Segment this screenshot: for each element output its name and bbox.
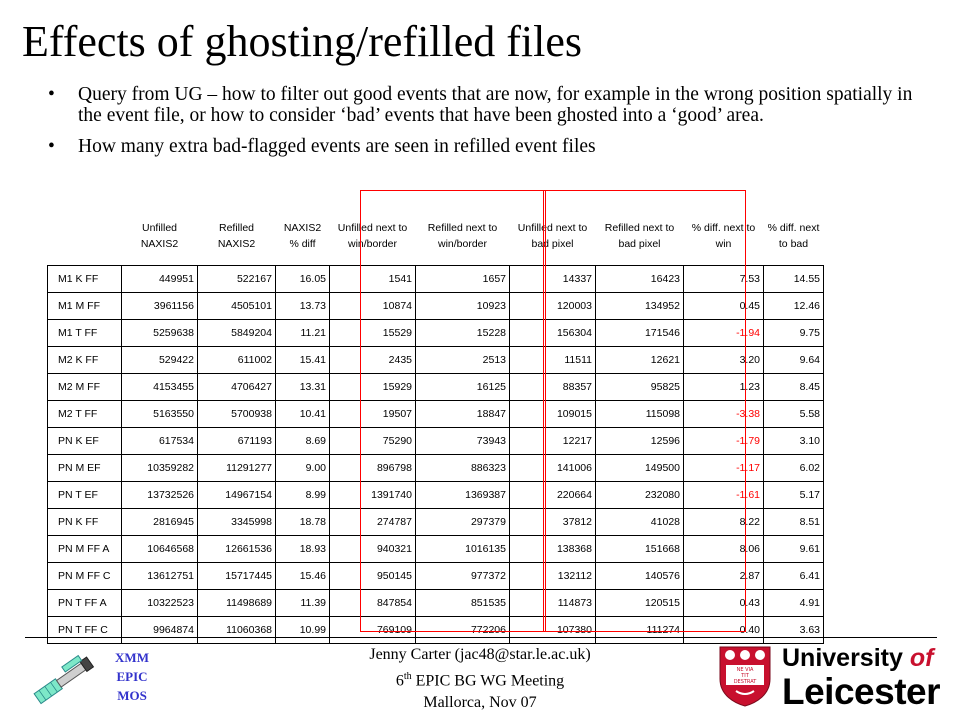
table-cell: 12217 xyxy=(510,428,596,455)
footer-meeting xyxy=(300,666,660,692)
table-cell: 120515 xyxy=(596,590,684,617)
column-header: NAXIS2 % diff xyxy=(283,222,322,250)
table-cell: 95825 xyxy=(596,374,684,401)
table-cell: 37812 xyxy=(510,509,596,536)
table-cell: 3961156 xyxy=(122,293,198,320)
table-cell: 10.41 xyxy=(276,401,330,428)
table-cell: 2816945 xyxy=(122,509,198,536)
table-cell: 14.55 xyxy=(764,266,824,293)
table-cell: 11498689 xyxy=(198,590,276,617)
table-cell: 220664 xyxy=(510,482,596,509)
table-cell: 1541 xyxy=(330,266,416,293)
table-cell: 1369387 xyxy=(416,482,510,509)
table-cell: 10646568 xyxy=(122,536,198,563)
row-label-cell: PN T FF C xyxy=(48,617,122,644)
table-cell: 9.64 xyxy=(764,347,824,374)
table-cell: 13732526 xyxy=(122,482,198,509)
university-logo-line2: Leicester xyxy=(782,671,940,712)
bullet-marker: • xyxy=(48,136,55,157)
table-cell: 15.41 xyxy=(276,347,330,374)
column-header: Refilled next to bad pixel xyxy=(604,222,675,250)
table-cell: 15228 xyxy=(416,320,510,347)
table-cell: 114873 xyxy=(510,590,596,617)
row-label-cell: M2 T FF xyxy=(48,401,122,428)
table-cell: 950145 xyxy=(330,563,416,590)
meeting-name: EPIC BG WG Meeting xyxy=(411,672,565,690)
table-cell: 274787 xyxy=(330,509,416,536)
svg-text:NE VIA: NE VIA xyxy=(736,667,754,673)
table-cell: 529422 xyxy=(122,347,198,374)
table-cell: 13612751 xyxy=(122,563,198,590)
table-cell: 449951 xyxy=(122,266,198,293)
highlight-box-bad-pixel xyxy=(543,190,746,632)
table-cell: 3.10 xyxy=(764,428,824,455)
university-word: University xyxy=(782,644,903,672)
table-cell: 2.87 xyxy=(684,563,764,590)
table-cell: 12596 xyxy=(596,428,684,455)
table-cell: -1.61 xyxy=(684,482,764,509)
table-cell: 8.45 xyxy=(764,374,824,401)
table-cell: 88357 xyxy=(510,374,596,401)
table-cell: 171546 xyxy=(596,320,684,347)
table-cell: 75290 xyxy=(330,428,416,455)
table-cell: 11291277 xyxy=(198,455,276,482)
table-cell: 8.51 xyxy=(764,509,824,536)
table-cell: 8.06 xyxy=(684,536,764,563)
xmm-line: EPIC xyxy=(116,669,148,684)
table-cell: 4706427 xyxy=(198,374,276,401)
column-header: Unfilled NAXIS2 xyxy=(140,222,179,250)
table-cell: 140576 xyxy=(596,563,684,590)
table-cell: 138368 xyxy=(510,536,596,563)
page-title: Effects of ghosting/refilled files xyxy=(22,17,583,66)
table-cell: 4153455 xyxy=(122,374,198,401)
column-header: Unfilled next to bad pixel xyxy=(517,222,588,250)
table-cell: 41028 xyxy=(596,509,684,536)
table-cell: 73943 xyxy=(416,428,510,455)
table-cell: 11.21 xyxy=(276,320,330,347)
table-cell: 15717445 xyxy=(198,563,276,590)
bullet-text: Query from UG – how to filter out good events that are now, for example in the wrong position spatially in the event file, or how to consider ‘bad’ events that have been ghosted into a ‘good’ area. xyxy=(78,84,913,126)
row-label-cell: M1 K FF xyxy=(48,266,122,293)
column-header: Unfilled next to win/border xyxy=(337,222,408,250)
table-cell: 5849204 xyxy=(198,320,276,347)
table-cell: 14967154 xyxy=(198,482,276,509)
table-cell: 2435 xyxy=(330,347,416,374)
table-cell: 19507 xyxy=(330,401,416,428)
table-cell: 0.45 xyxy=(684,293,764,320)
xmm-epic-mos-label xyxy=(110,648,154,705)
table-cell: 12.46 xyxy=(764,293,824,320)
table-cell: 107380 xyxy=(510,617,596,644)
bullet-item xyxy=(48,136,928,157)
row-label-cell: PN T FF A xyxy=(48,590,122,617)
university-crest-icon xyxy=(718,645,772,707)
column-header: % diff. next to bad xyxy=(767,222,820,250)
table-cell: 134952 xyxy=(596,293,684,320)
of-word: of xyxy=(909,644,934,672)
table-cell: 886323 xyxy=(416,455,510,482)
table-cell: 0.40 xyxy=(684,617,764,644)
table-cell: 9.61 xyxy=(764,536,824,563)
xmm-line: MOS xyxy=(117,688,147,703)
table-cell: 3345998 xyxy=(198,509,276,536)
table-cell: 851535 xyxy=(416,590,510,617)
table-cell: 671193 xyxy=(198,428,276,455)
table-cell: 10923 xyxy=(416,293,510,320)
column-header xyxy=(48,207,122,266)
table-cell: 12661536 xyxy=(198,536,276,563)
table-cell: 15529 xyxy=(330,320,416,347)
row-label-cell: PN M FF C xyxy=(48,563,122,590)
table-cell: 111274 xyxy=(596,617,684,644)
table-cell: -1.94 xyxy=(684,320,764,347)
table-cell: 15.46 xyxy=(276,563,330,590)
xmm-satellite-icon xyxy=(26,645,106,715)
table-cell: 9.75 xyxy=(764,320,824,347)
table-cell: 522167 xyxy=(198,266,276,293)
table-cell: 10322523 xyxy=(122,590,198,617)
row-label-cell: M2 M FF xyxy=(48,374,122,401)
table-cell: 977372 xyxy=(416,563,510,590)
svg-text:DESTRAT: DESTRAT xyxy=(733,679,757,685)
table-cell: 13.31 xyxy=(276,374,330,401)
table-cell: 8.99 xyxy=(276,482,330,509)
table-cell: 5163550 xyxy=(122,401,198,428)
row-label-cell: PN T EF xyxy=(48,482,122,509)
table-cell: 940321 xyxy=(330,536,416,563)
table-cell: 5.58 xyxy=(764,401,824,428)
row-label-cell: M2 K FF xyxy=(48,347,122,374)
table-cell: 2513 xyxy=(416,347,510,374)
table-cell: 617534 xyxy=(122,428,198,455)
column-header: Refilled NAXIS2 xyxy=(217,222,256,250)
table-cell: 16125 xyxy=(416,374,510,401)
table-cell: 132112 xyxy=(510,563,596,590)
bullet-item xyxy=(48,84,928,126)
table-cell: 120003 xyxy=(510,293,596,320)
table-cell: 156304 xyxy=(510,320,596,347)
highlight-box-win-border xyxy=(360,190,546,632)
meeting-ordinal: th xyxy=(403,671,412,682)
footer-credits xyxy=(300,644,660,714)
table-cell: 1.23 xyxy=(684,374,764,401)
table-cell: 1391740 xyxy=(330,482,416,509)
table-cell: 151668 xyxy=(596,536,684,563)
svg-text:TIT: TIT xyxy=(741,673,749,679)
table-cell: 7.53 xyxy=(684,266,764,293)
row-label-cell: M1 T FF xyxy=(48,320,122,347)
table-cell: 12621 xyxy=(596,347,684,374)
table-cell: 5700938 xyxy=(198,401,276,428)
table-cell: 10.99 xyxy=(276,617,330,644)
table-cell: 13.73 xyxy=(276,293,330,320)
table-cell: 18847 xyxy=(416,401,510,428)
table-cell: 4.91 xyxy=(764,590,824,617)
table-cell: 5.17 xyxy=(764,482,824,509)
table-cell: 896798 xyxy=(330,455,416,482)
table-cell: 18.93 xyxy=(276,536,330,563)
table-cell: -1.17 xyxy=(684,455,764,482)
table-cell: 6.02 xyxy=(764,455,824,482)
row-label-cell: PN M FF A xyxy=(48,536,122,563)
table-cell: 232080 xyxy=(596,482,684,509)
bullet-marker: • xyxy=(48,84,55,105)
table-cell: 149500 xyxy=(596,455,684,482)
table-cell: 141006 xyxy=(510,455,596,482)
table-cell: 1657 xyxy=(416,266,510,293)
meeting-number: 6 xyxy=(395,672,404,690)
table-cell: 772206 xyxy=(416,617,510,644)
university-logo-line1 xyxy=(782,643,942,673)
table-cell: 10874 xyxy=(330,293,416,320)
table-cell: 16.05 xyxy=(276,266,330,293)
table-cell: 4505101 xyxy=(198,293,276,320)
column-header: % diff. next to win xyxy=(691,222,756,250)
footer-author: Jenny Carter (jac48@star.le.ac.uk) xyxy=(369,646,591,663)
table-cell: 11.39 xyxy=(276,590,330,617)
table-cell: 1016135 xyxy=(416,536,510,563)
table-cell: 5259638 xyxy=(122,320,198,347)
footer-divider xyxy=(25,637,937,638)
table-cell: 297379 xyxy=(416,509,510,536)
table-cell: -1.79 xyxy=(684,428,764,455)
table-cell: 16423 xyxy=(596,266,684,293)
university-logo xyxy=(782,643,942,711)
bullet-text: How many extra bad-flagged events are seen in refilled event files xyxy=(78,136,596,157)
table-cell: 0.43 xyxy=(684,590,764,617)
table-cell: 11060368 xyxy=(198,617,276,644)
table-cell: 14337 xyxy=(510,266,596,293)
column-header: Refilled next to win/border xyxy=(427,222,498,250)
table-cell: 8.69 xyxy=(276,428,330,455)
table-cell: 611002 xyxy=(198,347,276,374)
row-label-cell: PN K EF xyxy=(48,428,122,455)
table-cell: 9964874 xyxy=(122,617,198,644)
table-cell: 115098 xyxy=(596,401,684,428)
row-label-cell: PN M EF xyxy=(48,455,122,482)
table-cell: -3.38 xyxy=(684,401,764,428)
table-cell: 10359282 xyxy=(122,455,198,482)
bullet-list xyxy=(48,84,928,167)
table-cell: 3.63 xyxy=(764,617,824,644)
table-cell: 847854 xyxy=(330,590,416,617)
table-cell: 769109 xyxy=(330,617,416,644)
table-cell: 9.00 xyxy=(276,455,330,482)
xmm-line: XMM xyxy=(115,650,149,665)
table-cell: 15929 xyxy=(330,374,416,401)
footer-place-date: Mallorca, Nov 07 xyxy=(423,694,537,712)
row-label-cell: M1 M FF xyxy=(48,293,122,320)
table-cell: 11511 xyxy=(510,347,596,374)
table-cell: 18.78 xyxy=(276,509,330,536)
table-cell: 109015 xyxy=(510,401,596,428)
row-label-cell: PN K FF xyxy=(48,509,122,536)
table-cell: 6.41 xyxy=(764,563,824,590)
table-cell: 3.20 xyxy=(684,347,764,374)
table-cell: 8.22 xyxy=(684,509,764,536)
